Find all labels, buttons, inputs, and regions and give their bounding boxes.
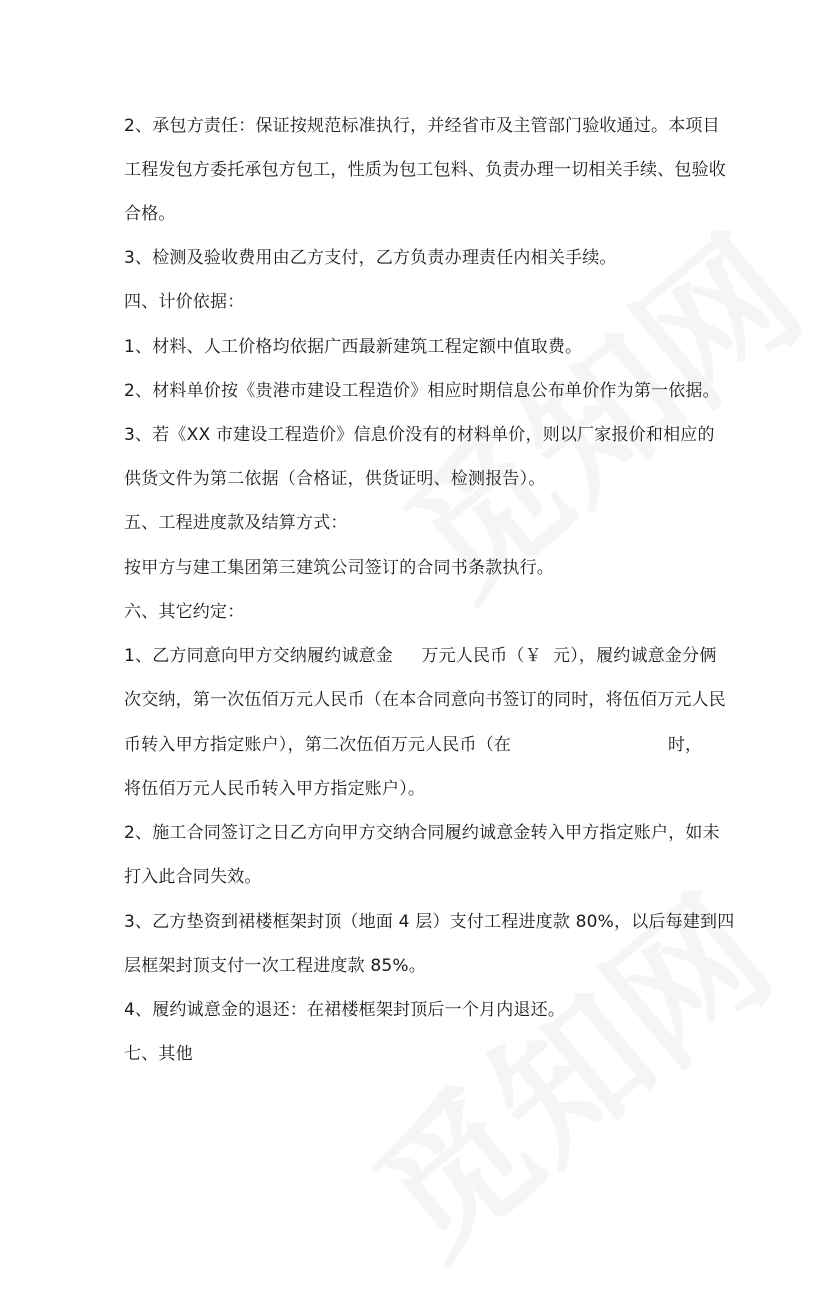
section-heading-other-agreements: 六、其它约定： [124,602,245,622]
watermark-bottom [323,841,807,1295]
para-contractor-responsibility-3: 合格。 [124,204,176,224]
section-heading-pricing-basis: 四、计价依据： [124,292,245,312]
para-contract-signing-line2: 打入此合同失效。 [124,867,262,887]
para-deposit-line1: 1、乙方同意向甲方交纳履约诚意金 万元人民币（￥ 元），履约诚意金分俩 [124,646,717,666]
para-deposit-line3: 币转入甲方指定账户），第二次伍佰万元人民币（在 [124,735,512,755]
para-contractor-responsibility-2: 工程发包方委托承包方包工，性质为包工包料、负责办理一切相关手续、包验收 [124,160,726,180]
para-deposit-line2: 次交纳，第一次伍佰万元人民币（在本合同意向书签订的同时，将伍佰万元人民 [124,690,726,710]
para-pricing-1: 1、材料、人工价格均依据广西最新建筑工程定额中值取费。 [124,337,583,357]
para-pricing-3-line1: 3、若《XX 市建设工程造价》信息价没有的材料单价，则以厂家报价和相应的 [124,425,715,445]
para-contract-signing-line1: 2、施工合同签订之日乙方向甲方交纳合同履约诚意金转入甲方指定账户，如未 [124,823,720,843]
para-advance-funding-line1: 3、乙方垫资到裙楼框架封顶（地面 4 层）支付工程进度款 80%，以后每建到四 [124,912,735,932]
para-contractor-responsibility-1: 2、承包方责任：保证按规范标准执行，并经省市及主管部门验收通过。本项目 [124,116,720,136]
para-deposit-line4: 将伍佰万元人民币转入甲方指定账户）。 [124,779,426,799]
para-progress-payment: 按甲方与建工集团第三建筑公司签订的合同书条款执行。 [124,558,554,578]
para-deposit-line3-tail: 时， [668,735,702,755]
para-deposit-refund: 4、履约诚意金的退还：在裙楼框架封顶后一个月内退还。 [124,1000,566,1020]
section-heading-progress-payment: 五、工程进度款及结算方式： [124,513,348,533]
para-pricing-2: 2、材料单价按《贵港市建设工程造价》相应时期信息公布单价作为第一依据。 [124,381,720,401]
para-pricing-3-line2: 供货文件为第二依据（合格证，供货证明、检测报告）。 [124,469,546,489]
para-inspection-fee: 3、检测及验收费用由乙方支付，乙方负责办理责任内相关手续。 [124,248,617,268]
para-advance-funding-line2: 层框架封顶支付一次工程进度款 85%。 [124,956,426,976]
section-heading-others: 七、其他 [124,1044,193,1064]
